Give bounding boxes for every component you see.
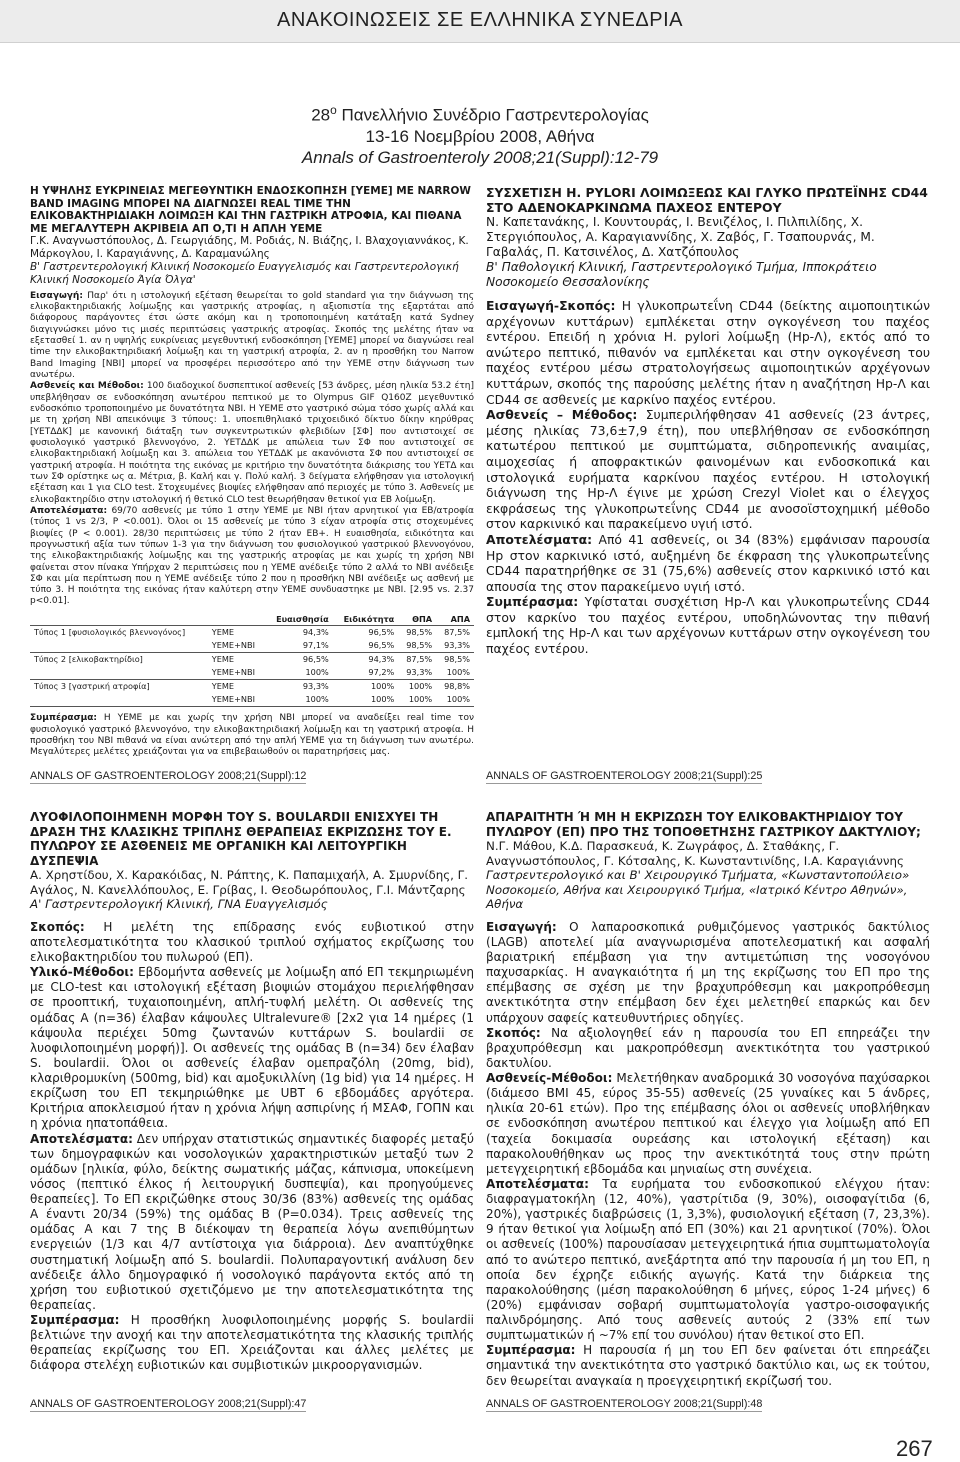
section-aim [486, 1026, 930, 1071]
table-cell-group: Τύπος 3 [γαστρική ατροφία] [30, 680, 208, 694]
section-methods [30, 965, 474, 1131]
table-cell: 94,3% [302, 627, 329, 638]
table-cell: 100% [398, 693, 436, 707]
conference-dates: 13-16 Νοεμβρίου 2008, Αθήνα [365, 126, 595, 146]
conference-journal: Annals of Gastroenteroly 2008;21(Suppl):12-79 [301, 147, 659, 167]
conference-title: Πανελλήνιο Συνέδριο Γαστρεντερολογίας [341, 105, 649, 125]
conference-block [0, 100, 960, 168]
section-text: Από 41 ασθενείς, οι 34 (83%) εμφάνισαν παρουσία Hp στον καρκινικό ιστό, αυξημένη δε έκφραση της γλυκοπρωτεΐνης CD44 παρατηρήθηκε σε 31 (75,6%) ασθενείς στον καρκινικό ιστό και απουσία της στον παρακείμενο υγιή ιστό. [486, 531, 930, 594]
table-row [30, 666, 474, 680]
table-header-cell: Ειδικότητα [333, 613, 399, 626]
section-label: Ασθενείς και Μέθοδοι: [30, 381, 144, 392]
table-cell: 98,5% [406, 640, 433, 651]
abstract-authors: Ν. Καπετανάκης, Ι. Κουντουράς, Ι. Βενιζέλος, Ι. Πιλπιλίδης, Χ. Στεργιόπουλος, Α. Καραγιαννίδης, Χ. Ζαβός, Γ. Τσαπουρνάς, Μ. Γαβαλάς, Π. Κατσινέλος, Δ. Χατζόπουλος [486, 215, 875, 259]
section-conclusion [30, 1313, 474, 1374]
section-label: Ασθενείς-Μέθοδοι: [486, 1071, 613, 1086]
abstract-institution: Α' Γαστρεντερολογική Κλινική, ΓΝΑ Ευαγγελισμός [30, 897, 328, 912]
section-introduction [30, 291, 474, 382]
table-cell-method: ΥΕΜΕ [208, 653, 265, 667]
section-text: Η παρουσία ή μη του ΕΠ δεν φαίνεται ότι επηρεάζει σημαντικά την ανεκτικότητα στο γαστρικό δακτύλιο και, ως εκ τούτου, δεν θεωρείται αναγκαία η προεγχειρητική εκρίζωσή του. [486, 1343, 930, 1388]
section-label: Σκοπός: [486, 1025, 541, 1040]
section-label: Αποτελέσματα: [30, 505, 108, 516]
table-cell: 100% [436, 693, 474, 707]
section-results [30, 1132, 474, 1314]
table-cell: 97,1% [302, 640, 329, 651]
section-introduction [486, 920, 930, 1026]
section-label: Εισαγωγή: [486, 919, 557, 934]
abstract-footer: ANNALS OF GASTROENTEROLOGY 2008;21(Suppl):48 [486, 1398, 763, 1410]
table-cell: 97,2% [368, 667, 395, 678]
section-results [486, 1177, 930, 1343]
section-text: Παρ' ότι η ιστολογική εξέταση θεωρείται το gold standard για την διάγνωση της ελικοβακτηριδιακής λοίμωξης και γαστρικής ατροφίας, η αξιοπιστία της εξαρτάται από διάφορους παράγοντες έτσι ώστε ακόμη και η τροποποιημένη κατάταξη κατά Sydney διαγιγνώσκει μόνο τις μισές περιπτώσεις γαστρικής ατροφίας. Σκοπός της μελέτης ήταν να εξετασθεί 1. αν η υψηλής ευκρίνειας μεγεθυντική ενδοσκόπηση [ΥΕΜΕ] μπορεί να διαγνώσει real time την ελικοβακτηριδιακή λοίμωξη και τη γαστρική ατροφία, 2. αν η προσθήκη του Narrow Band Imaging [NBI] μπορεί να προσφέρει περισσότερο από την ΥΕΜΕ στην διάγνωση των ανωτέρω. [30, 290, 474, 380]
table-cell: 96,5% [368, 640, 395, 651]
abstract-institution: Β' Γαστρεντερολογική Κλινική Νοσοκομείο Ευαγγελισμός και Γαστρεντερολογική Κλινική Νοσοκομείο Άγία Όλγα' [30, 260, 459, 286]
section-label: Αποτελέσματα: [30, 1131, 133, 1146]
section-label: Συμπέρασμα: [486, 1343, 576, 1358]
table-cell-method: ΥΕΜΕ [211, 627, 235, 638]
table-cell: 87,5% [398, 653, 436, 667]
table-cell-method: ΥΕΜΕ+NBI [208, 693, 265, 707]
table-cell: 98,5% [406, 627, 433, 638]
results-table [30, 613, 474, 708]
abstract-footer: ANNALS OF GASTROENTEROLOGY 2008;21(Suppl):47 [30, 1398, 307, 1410]
table-cell: 96,5% [368, 627, 395, 638]
section-conclusion [486, 1343, 930, 1388]
table-cell-group [30, 693, 208, 707]
table-cell: 98,5% [436, 653, 474, 667]
abstract-s-boulardii [30, 810, 474, 1374]
section-text: Η ΥΕΜΕ με και χωρίς την χρήση NBI μπορεί να αναδείξει real time τον φυσιολογικό γαστρικό βλεννογόνο, την ελικοβακτηριδιακή λοίμωξη και τη γαστρική ατροφία. Η προσθήκη του NBI πιθανά να είναι ανώτερη από την απλή ΥΕΜΕ για τη διάγνωση των ανωτέρω. Μεγαλύτερες μελέτες χρειάζονται για να επιβεβαιωθούν οι παρατηρήσεις μας. [30, 713, 474, 758]
section-text: Εβδομήντα ασθενείς με λοίμωξη από ΕΠ τεκμηριωμένη με CLO-test και ιστολογική εξέταση βιοψιών στομάχου περιελήφθησαν σε προοπτική, τυχαιοποιημένη, απλή-τυφλή μελέτη. Οι ασθενείς της ομάδας Α (n=36) έλαβαν κάψουλες Ultralevure® [2x2 για 14 ημέρες (1 κάψουλα περιέχει 50mg ζωντανών κυττάρων S. boulardii σε λυοφιλοποιημένη μορφή)]. Οι ασθενείς της ομάδας Β (n=34) δεν έλαβαν S. boulardii. Όλοι οι ασθενείς έλαβαν ομεπραζόλη (20mg, bid), κλαριθρομυκίνη (500mg, bid) και αμοξυκιλλίνη (1g bid) για 14 ημέρες. Η εκρίζωση του ΕΠ τεκμηριώθηκε με UBT 6 εβδομάδες αργότερα. Κριτήρια αποκλεισμού ήταν η χρόνια λήψη ασπιρίνης ή ΜΣΑΦ, ΓΟΠΝ και η χρόνια ηπατοπάθεια. [30, 965, 474, 1131]
abstract-title: ΣΥΣΧΕΤΙΣΗ H. PYLORI ΛΟΙΜΩΞΕΩΣ ΚΑΙ ΓΛΥΚΟ ΠΡΩΤΕΪΝΗΣ CD44 ΣΤΟ ΑΔΕΝΟΚΑΡΚΙΝΩΜΑ ΠΑΧΕΟΣ ΕΝΤΕΡΟΥ [486, 185, 928, 215]
table-cell: 100% [446, 667, 470, 678]
table-row [30, 639, 474, 653]
section-text: Ο λαπαροσκοπικά ρυθμιζόμενος γαστρικός δακτύλιος (LAGB) αποτελεί μία αναγνωρισμένα αποτελεσματική και ασφαλή βαριατρική επέμβαση για την αντιμετώπιση της νοσογόνου παχυσαρκίας. Η αναγκαιότητα ή μη της εκρίζωσης του ΕΠ προ της επέμβασης σε σχέση με την βραχυπρόθεσμη και μακροπρόθεσμη ανεκτικότητα στην επέμβαση δεν έχει μελετηθεί επαρκώς και δεν υπάρχουν σαφείς κατευθυντήριες οδηγίες. [486, 919, 930, 1025]
section-text: Δεν υπήρχαν στατιστικώς σημαντικές διαφορές μεταξύ των δημογραφικών και νοσολογικών χαρακτηριστικών μεταξύ των 2 ομάδων [ηλικία, φύλο, δείκτης σωματικής μάζας, κάπνισμα, υποκείμενη νόσος (πεπτικό έλκος ή λειτουργική δυσπεψία), και προηγούμενες θεραπείες]. Το ΕΠ εκριζώθηκε στους 30/36 (83%) ασθενείς της ομάδας Α έναντι 20/34 (59%) της ομάδας Β (P=0.034). Τρεις ασθενείς της ομάδας Α και 7 της Β διέκοψαν τη θεραπεία λόγω ανεπιθύμητων ενεργειών (1/3 και 4/7 αντίστοιχα για διάρροια). Δεν αναπτύχθηκε συστηματική λοίμωξη από S. boulardii. Πολυπαραγοντική ανάλυση δεν ανέδειξε άλλο δημογραφικό ή νοσολογικό παράγοντα εκτός από τη χρήση του ευβιοτικού σχετιζόμενο με την αποτελεσματικότητα της θεραπείας. [30, 1131, 474, 1312]
table-row [30, 680, 474, 694]
abstract-title: ΑΠΑΡΑΙΤΗΤΗ Ή ΜΗ Η ΕΚΡΙΖΩΣΗ ΤΟΥ ΕΛΙΚΟΒΑΚΤΗΡΙΔΙΟΥ ΤΟΥ ΠΥΛΩΡΟΥ (ΕΠ) ΠΡΟ ΤΗΣ ΤΟΠΟΘΕΤΗΣΗΣ ΓΑΣΤΡΙΚΟΥ ΔΑΚΤΥΛΙΟΥ; [486, 810, 921, 839]
table-cell: 94,3% [333, 653, 399, 667]
table-cell: 100% [333, 680, 399, 694]
abstract-authors: Γ.Κ. Αναγνωστόπουλος, Δ. Γεωργιάδης, Μ. Ροδιάς, Ν. Βιάζης, Ι. Βλαχογιαννάκος, Κ. Μάρκογλου, Ι. Καραγιάννης, Δ. Καραμανώλης [30, 235, 469, 260]
table-header-cell [30, 613, 208, 626]
table-header-cell [208, 613, 265, 626]
section-text: 69/70 ασθενείς με τύπο 1 στην ΥΕΜΕ με NBI ήταν αρνητικοί για ΕΒ/ατροφία (τύπος 1 vs 2/3, P <0.001). Όλοι οι 15 ασθενείς με τύπο 3 είχαν ατροφία στις στοχευμένες βιοψίες (P < 0.001). 28/30 περιπτώσεις με τύπο 2 ήταν ΕΒ+. Η ευαισθησία, ειδικότητα και προγνωστική αξία των τύπων 1-3 για την διάγνωση του φυσιολογικού γαστρικού βλεννογόνου, της ελικοβακτηριδιακής λοίμωξης και της γαστρικής ατροφίας με και χωρίς τη χρήση NBI φαίνεται στον πίνακα Υπήρχαν 2 περιπτώσεις που η ΥΕΜΕ ανέδειξε τύπο 2 αλλά το NBI ανέδειξε ΣΦ και μία περίπτωση που η ΥΕΜΕ ανέδειξε τύπο 2 που η προσθήκη NBI ανέδειξε ως ασθενή με τύπο 3. Η ποιότητα της εικόνας ήταν καλύτερη στην ΥΕΜΕ συνδυαστηκε με NBI. [2.95 vs. 2.37 p<0.01]. [30, 505, 474, 607]
table-row [30, 693, 474, 707]
abstract-footer: ANNALS OF GASTROENTEROLOGY 2008;21(Suppl):12 [30, 770, 307, 782]
section-conclusion [486, 594, 930, 656]
abstract-footer: ANNALS OF GASTROENTEROLOGY 2008;21(Suppl):25 [486, 770, 763, 782]
section-text: Να αξιολογηθεί εάν η παρουσία του ΕΠ επηρεάζει την βραχυπρόθεσμη και μακροπρόθεσμη ανεκτικότητα του γαστρικού δακτυλίου. [486, 1025, 930, 1070]
section-label: Αποτελέσματα: [486, 531, 593, 547]
abstract-ueme-nbi [30, 185, 474, 759]
table-cell-method: ΥΕΜΕ+NBI [211, 640, 255, 651]
abstract-title: Η ΥΨΗΛΗΣ ΕΥΚΡΙΝΕΙΑΣ ΜΕΓΕΘΥΝΤΙΚΗ ΕΝΔΟΣΚΟΠΗΣΗ [ΥΕΜΕ] ΜΕ NARROW BAND IMAGING ΜΠΟΡΕΙ ΝΑ ΔΙΑΓΝΩΣΕΙ REAL TIME ΤΗΝ ΕΛΙΚΟΒΑΚΤΗΡΙΔΙΑΚΗ ΛΟΙΜΩΞΗ ΚΑΙ ΤΗΝ ΓΑΣΤΡΙΚΗ ΑΤΡΟΦΙΑ, ΚΑΙ ΠΙΘΑΝΑ ΜΕ ΜΕΓΑΛΥΤΕΡΗ ΑΚΡΙΒΕΙΑ ΑΠ Ο,ΤΙ Η ΑΠΛΗ ΥΕΜΕ [30, 185, 471, 235]
running-header-text: ΑΝΑΚΟΙΝΩΣΕΙΣ ΣΕ ΕΛΛΗΝΙΚΑ ΣΥΝΕΔΡΙΑ [276, 9, 683, 31]
table-cell: 93,3% [265, 680, 333, 694]
section-text: Τα ευρήματα του ενδοσκοπικού ελέγχου ήταν: διαφραγματοκήλη (12, 40%), γαστρίτιδα (9, 30%), οισοφαγίτιδα (6, 20%), γαστρικές διαβρώσεις (1, 3,3%), φυσιολογική εξέταση (7, 23,3%). 9 ήταν θετικοί για λοίμωξη από ΕΠ (30%) και 21 αρνητικοί (70%). Όλοι οι ασθενείς (100%) παρουσίασαν μετεγχειρητικά ήπια συμπτωματολογία από το ανώτερο πεπτικό, ανεξάρτητα από την παρουσία ή μη του ΕΠ, η οποία δεν έχρηζε ειδικής αγωγής. Κατά την διάρκεια της παρακολούθησης (μέση παρακολούθηση 6 μήνες, εύρος 1-24 μήνες) 6 (20%) εμφάνισαν σοβαρή συμπτωματολογία γαστρο-οισοφαγικής παλινδρόμησης. Από τους ασθενείς αυτούς 2 (33% επί των συμπτωματικών ή ~7% επί του συνόλου) ήταν θετικοί στο ΕΠ. [486, 1176, 931, 1343]
table-row [30, 653, 474, 667]
abstract-authors: Ν.Γ. Μάθου, Κ.Δ. Παρασκευά, Κ. Ζωγράφος, Δ. Σταθάκης, Γ. Αναγνωστόπουλος, Γ. Κότσαλης, Κ. Κωνσταντινίδης, Ι.Α. Καραγιάννης [486, 839, 904, 868]
table-header-cell: Ευαισθησία [265, 613, 333, 626]
table-cell-method: ΥΕΜΕ+NBI [211, 667, 255, 678]
abstract-institution: Β' Παθολογική Κλινική, Γαστρεντερολογικό Τμήμα, Ιπποκράτειο Νοσοκομείο Θεσσαλονίκης [486, 260, 877, 289]
section-text: Υφίσταται συσχέτιση Hp-Λ και γλυκοπρωτεΐνης CD44 στον καρκίνο του παχέος εντέρου, υποδηλώνοντας την πιθανή εμπλοκή της Hp-Λ και των αρχέγονων κυττάρων στην ογκογένεση του παχέος εντέρου. [486, 594, 930, 657]
table-cell-group [30, 666, 208, 680]
table-cell-group: Τύπος 2 [ελικοβακτηρίδιο] [30, 653, 208, 667]
table-cell-group: Τύπος 1 [φυσιολογικός βλεννογόνος] [34, 627, 186, 638]
section-label: Συμπέρασμα: [486, 594, 579, 610]
table-row [30, 626, 474, 640]
section-label: Εισαγωγή-Σκοπός: [486, 298, 616, 313]
table-header-cell: ΘΠΑ [398, 613, 436, 626]
section-text: Η γλυκοπρωτεΐνη CD44 (δείκτης αιμοποιητικών αρχέγονων κυττάρων) εμπλέκεται στην ογκογένεση του παχέος εντέρου. Επειδή η χρόνια H. pylori λοίμωξη (Hp-Λ), εκτός από το ανώτερο πεπτικό, πιθανόν να εμπλέκεται και στην ογκογένεση του παχέος εντέρου μέσω στρατολογήσεως αιμοποιητικών αρχέγονων κυττάρων, σκοπός της παρούσης μελέτης ήταν η αναζήτηση Hp-Λ και CD44 σε ασθενείς με καρκίνο παχέος εντέρου. [486, 298, 930, 407]
section-label: Υλικό-Μέθοδοι: [30, 965, 134, 980]
table-cell: 100% [305, 667, 329, 678]
section-label: Ασθενείς – Μέθοδος: [486, 407, 638, 423]
abstract-hpylori-cd44 [486, 185, 930, 657]
table-cell: 100% [398, 680, 436, 694]
table-cell: 87,5% [444, 627, 470, 638]
section-text: Μελετήθηκαν αναδρομικά 30 νοσογόνα παχύσαρκοι (διάμεσο BMI 45, εύρος 35-55) ασθενείς (25 γυναίκες και 5 άνδρες, ηλικία 20-61 ετών). Προ της επέμβασης όλοι οι ασθενείς υποβλήθηκαν σε ενδοσκόπηση ανωτέρου πεπτικού και έλεγχο για λοίμωξη από ΕΠ (ταχεία δοκιμασία ουρεάσης και ιστολογική εξέταση) και παρακολουθήθηκαν ως προς την ανεκτικότητά τους στην πρώτη μετεγχειρητική εβδομάδα και μηνιαίως στη συνέχεια. [486, 1071, 930, 1176]
table-header-cell: ΑΠΑ [436, 613, 474, 626]
section-results [30, 506, 474, 608]
abstract-institution: Γαστρεντερολογικό και Β' Χειρουργικό Τμήματα, «Κωνσταντοπούλειο» Νοσοκομείο, Αθήνα και Χειρουργικό Τμήμα, «Ιατρικό Κέντρο Αθηνών», Αθήνα [486, 868, 910, 912]
abstract-gastric-band [486, 810, 930, 1389]
section-text: Συμπεριλήφθησαν 41 ασθενείς (23 άντρες, μέσης ηλικίας 73,6±7,9 έτη), που υπεβλήθησαν σε ενδοσκόπηση κατωτέρου πεπτικού με συμπτώματα, σιδηροπενικής αναιμίας, αιμοχεσίας ή αποφρακτικών φαινομένων και ενδοσκοπικά και ιστολογικά ευρήματα καρκίνου παχέος εντέρου. Η ιστολογική διάγνωση της Hp-Λ έγινε με χρώση Crezyl Violet και ο έλεγχος εκφράσεως της γλυκοπρωτεΐνης CD44 με ανοσοϊστοχημική μέθοδο στον καρκινικό και παρακείμενο υγιή ιστό. [486, 407, 930, 532]
table-cell: 100% [333, 693, 399, 707]
section-text: Η προσθήκη λυοφιλοποιημένης μορφής S. boulardii βελτιώνε την ανοχή και την αποτελεσματικότητα της κλασικής τριπλής θεραπείας εκρίζωσης του ΕΠ. Χρειάζονται και άλλες μελέτες με διάφορα στελέχη ευβιοτικών και συμβιοτικών μικροοργανισμών. [30, 1313, 474, 1373]
section-label: Συμπέρασμα: [30, 713, 98, 724]
table-cell-method: ΥΕΜΕ [208, 680, 265, 694]
section-introduction [486, 298, 930, 407]
table-cell: 98,8% [436, 680, 474, 694]
section-label: Εισαγωγή: [30, 290, 83, 301]
conference-ordinal-suffix: ο [330, 103, 337, 117]
table-cell: 93,3% [444, 640, 470, 651]
section-text: 100 διαδοχικοί δυσπεπτικοί ασθενείς [53 άνδρες, μέση ηλικία 53.2 έτη] υπεβλήθησαν σε ενδοσκόπηση ανωτέρου πεπτικού με το Olympus GIF Q160Z μεγεθυντικό ενδοσκόπιο τροποποιημένο με δυνατότητα NBI. Η ΥΕΜΕ στο γαστρικό σώμα τόσο χωρίς αλλά και με τη χρήση NBI απεικόνιψε 3 τύπους: 1. υποεπιθηλιακό τριχοειδικό δίκτυο δίκην κηρύθρας [ΥΕΤΔΔΚ] με κανονική διάταξη των συγκεντρωτικών φλεβιδίων [ΣΦ] που αντιστοιχεί σε φυσιολογικό γαστρικό βλεννογόνο, 2. ΥΕΤΔΔΚ με απώλεια των ΣΦ που αντιστοιχεί σε ελικοβακτηριδιακή λοίμωξη και 3. απώλεια του ΥΕΤΔΔΚ με ακανόνιστα ΣΦ που αντιστοιχεί σε γαστρική ατροφία. Η ποιότητα της εικόνας με κριτήριο την δυνατότητα διάκρισης του ΥΕΤΔ και των ΣΦ ορίστηκε ως α. Μέτρια, β. Καλή και γ. Πολύ καλή. 3 δείγματα ελήφθησαν για ιστολογική εξέταση και 1 για CLO test. Στοχευμένες βιοψίες ελήφθησαν από περιοχές με τύπο 3. Ασθενείς με ελικοβακτηρίδιο στην ιστολογική ή θετικό CLO test θεωρήθησαν θετικοί για ΕΒ λοίμωξη. [30, 381, 474, 505]
section-methods [486, 407, 930, 532]
section-label: Αποτελέσματα: [486, 1176, 589, 1191]
conference-ordinal: 28 [311, 105, 331, 125]
conference-name [0, 100, 960, 126]
section-methods [30, 381, 474, 506]
page-number: 267 [896, 1436, 933, 1461]
section-label: Συμπέρασμα: [30, 1313, 120, 1328]
section-label: Σκοπός: [30, 919, 85, 934]
running-header [0, 0, 960, 43]
table-cell-group [30, 639, 208, 653]
abstract-title: ΛΥΟΦΙΛΟΠΟΙΗΜΕΝΗ ΜΟΡΦΗ ΤΟΥ S. BOULARDII ΕΝΙΣΧΥΕΙ ΤΗ ΔΡΑΣΗ ΤΗΣ ΚΛΑΣΙΚΗΣ ΤΡΙΠΛΗΣ ΘΕΡΑΠΕΙΑΣ ΕΚΡΙΖΩΣΗΣ ΤΟΥ E. ΠΥΛΩΡΟΥ ΣΕ ΑΣΘΕΝΕΙΣ ΜΕ ΟΡΓΑΝΙΚΗ ΚΑΙ ΛΕΙΤΟΥΡΓΙΚΗ ΔΥΣΠΕΨΙΑ [30, 810, 452, 868]
table-cell: 96,5% [265, 653, 333, 667]
table-cell: 100% [265, 693, 333, 707]
section-aim [30, 920, 474, 965]
table-cell: 93,3% [406, 667, 433, 678]
section-text: Η μελέτη της επίδρασης ενός ευβιοτικού στην αποτελεσματικότητα του κλασικού τριπλού σχήματος εκρίζωσης του ελικοβακτηριδίου του πυλωρού (ΕΠ). [30, 919, 474, 965]
section-methods [486, 1071, 930, 1177]
section-results [486, 532, 930, 594]
section-conclusion [30, 713, 474, 758]
abstract-authors: Α. Χρηστίδου, Χ. Καρακόιδας, Ν. Ράπτης, Κ. Παπαμιχαήλ, Α. Σμυρνίδης, Γ. Αγάλος, Ν. Κανελλόπουλος, Ε. Γρίβας, Ι. Θεοδωρόπουλος, Γ.Ι. Μάντζαρης [30, 868, 469, 897]
table-header-row [30, 613, 474, 626]
